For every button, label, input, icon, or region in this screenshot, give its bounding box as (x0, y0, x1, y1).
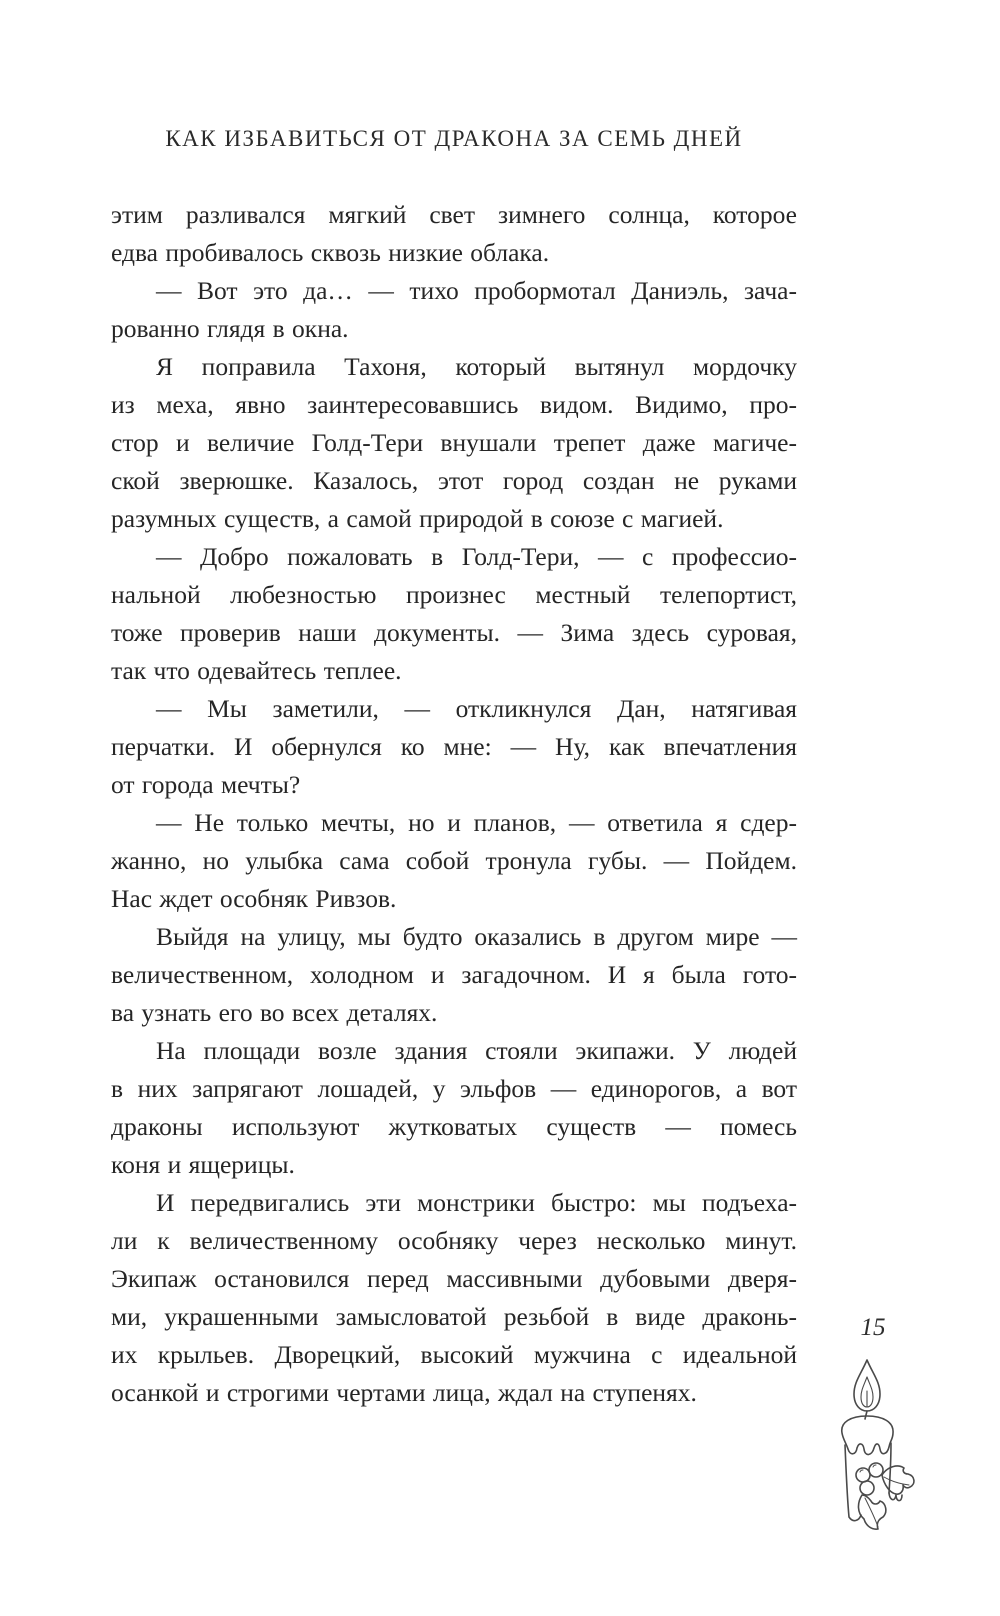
text-line: ва узнать его во всех деталях. (111, 998, 438, 1027)
text-line: На площади возле здания стояли экипажи. У людей (156, 1036, 797, 1065)
text-line: ми, украшенными замысловатой резьбой в виде драконь- (111, 1302, 797, 1331)
text-line: Экипаж остановился перед массивными дубовыми дверя- (111, 1264, 797, 1293)
page-number: 15 (860, 1314, 886, 1341)
candle-with-holly-icon (820, 1356, 924, 1534)
text-line: рованно глядя в окна. (111, 314, 349, 343)
paragraph (111, 196, 797, 272)
paragraph (111, 690, 797, 804)
paragraph (111, 918, 797, 1032)
text-line: ли к величественному особняку через несколько минут. (111, 1226, 797, 1255)
text-line: их крыльев. Дворецкий, высокий мужчина с идеальной (111, 1340, 797, 1369)
paragraph (111, 1032, 797, 1184)
text-line: Нас ждет особняк Ривзов. (111, 884, 397, 913)
paragraph (111, 348, 797, 538)
text-line: жанно, но улыбка сама собой тронула губы. — Пойдем. (111, 846, 797, 875)
text-line: стор и величие Голд-Тери внушали трепет даже магиче- (111, 428, 797, 457)
text-line: — Мы заметили, — откликнулся Дан, натягивая (156, 694, 797, 723)
text-line: драконы используют жутковатых существ — помесь (111, 1112, 797, 1141)
body-text (111, 196, 797, 1412)
running-header: КАК ИЗБАВИТЬСЯ ОТ ДРАКОНА ЗА СЕМЬ ДНЕЙ (165, 126, 743, 151)
paragraph (111, 1184, 797, 1412)
text-line: тоже проверив наши документы. — Зима здесь суровая, (111, 618, 797, 647)
text-line: осанкой и строгими чертами лица, ждал на ступенях. (111, 1378, 697, 1407)
text-line: едва пробивалось сквозь низкие облака. (111, 238, 550, 267)
text-line: так что одевайтесь теплее. (111, 656, 402, 685)
text-line: — Не только мечты, но и планов, — ответила я сдер- (156, 808, 797, 837)
text-line: величественном, холодном и загадочном. И я была гото- (111, 960, 797, 989)
text-line: коня и ящерицы. (111, 1150, 295, 1179)
text-line: в них запрягают лошадей, у эльфов — единорогов, а вот (111, 1074, 797, 1103)
text-line: Выйдя на улицу, мы будто оказались в другом мире — (156, 922, 797, 951)
text-line: нальной любезностью произнес местный телепортист, (111, 580, 797, 609)
text-line: И передвигались эти монстрики быстро: мы подъеха- (156, 1188, 797, 1217)
text-line: этим разливался мягкий свет зимнего солнца, которое (111, 200, 797, 229)
text-line: — Вот это да… — тихо пробормотал Даниэль, зача- (156, 276, 797, 305)
text-line: из меха, явно заинтересовавшись видом. Видимо, про- (111, 390, 797, 419)
text-line: разумных существ, а самой природой в союзе с магией. (111, 504, 724, 533)
text-line: Я поправила Тахоня, который вытянул мордочку (156, 352, 797, 381)
text-line: ской зверюшке. Казалось, этот город создан не руками (111, 466, 797, 495)
paragraph (111, 804, 797, 918)
text-line: перчатки. И обернулся ко мне: — Ну, как впечатления (111, 732, 797, 761)
paragraph (111, 538, 797, 690)
text-line: — Добро пожаловать в Голд-Тери, — с профессио- (156, 542, 797, 571)
paragraph (111, 272, 797, 348)
text-line: от города мечты? (111, 770, 301, 799)
